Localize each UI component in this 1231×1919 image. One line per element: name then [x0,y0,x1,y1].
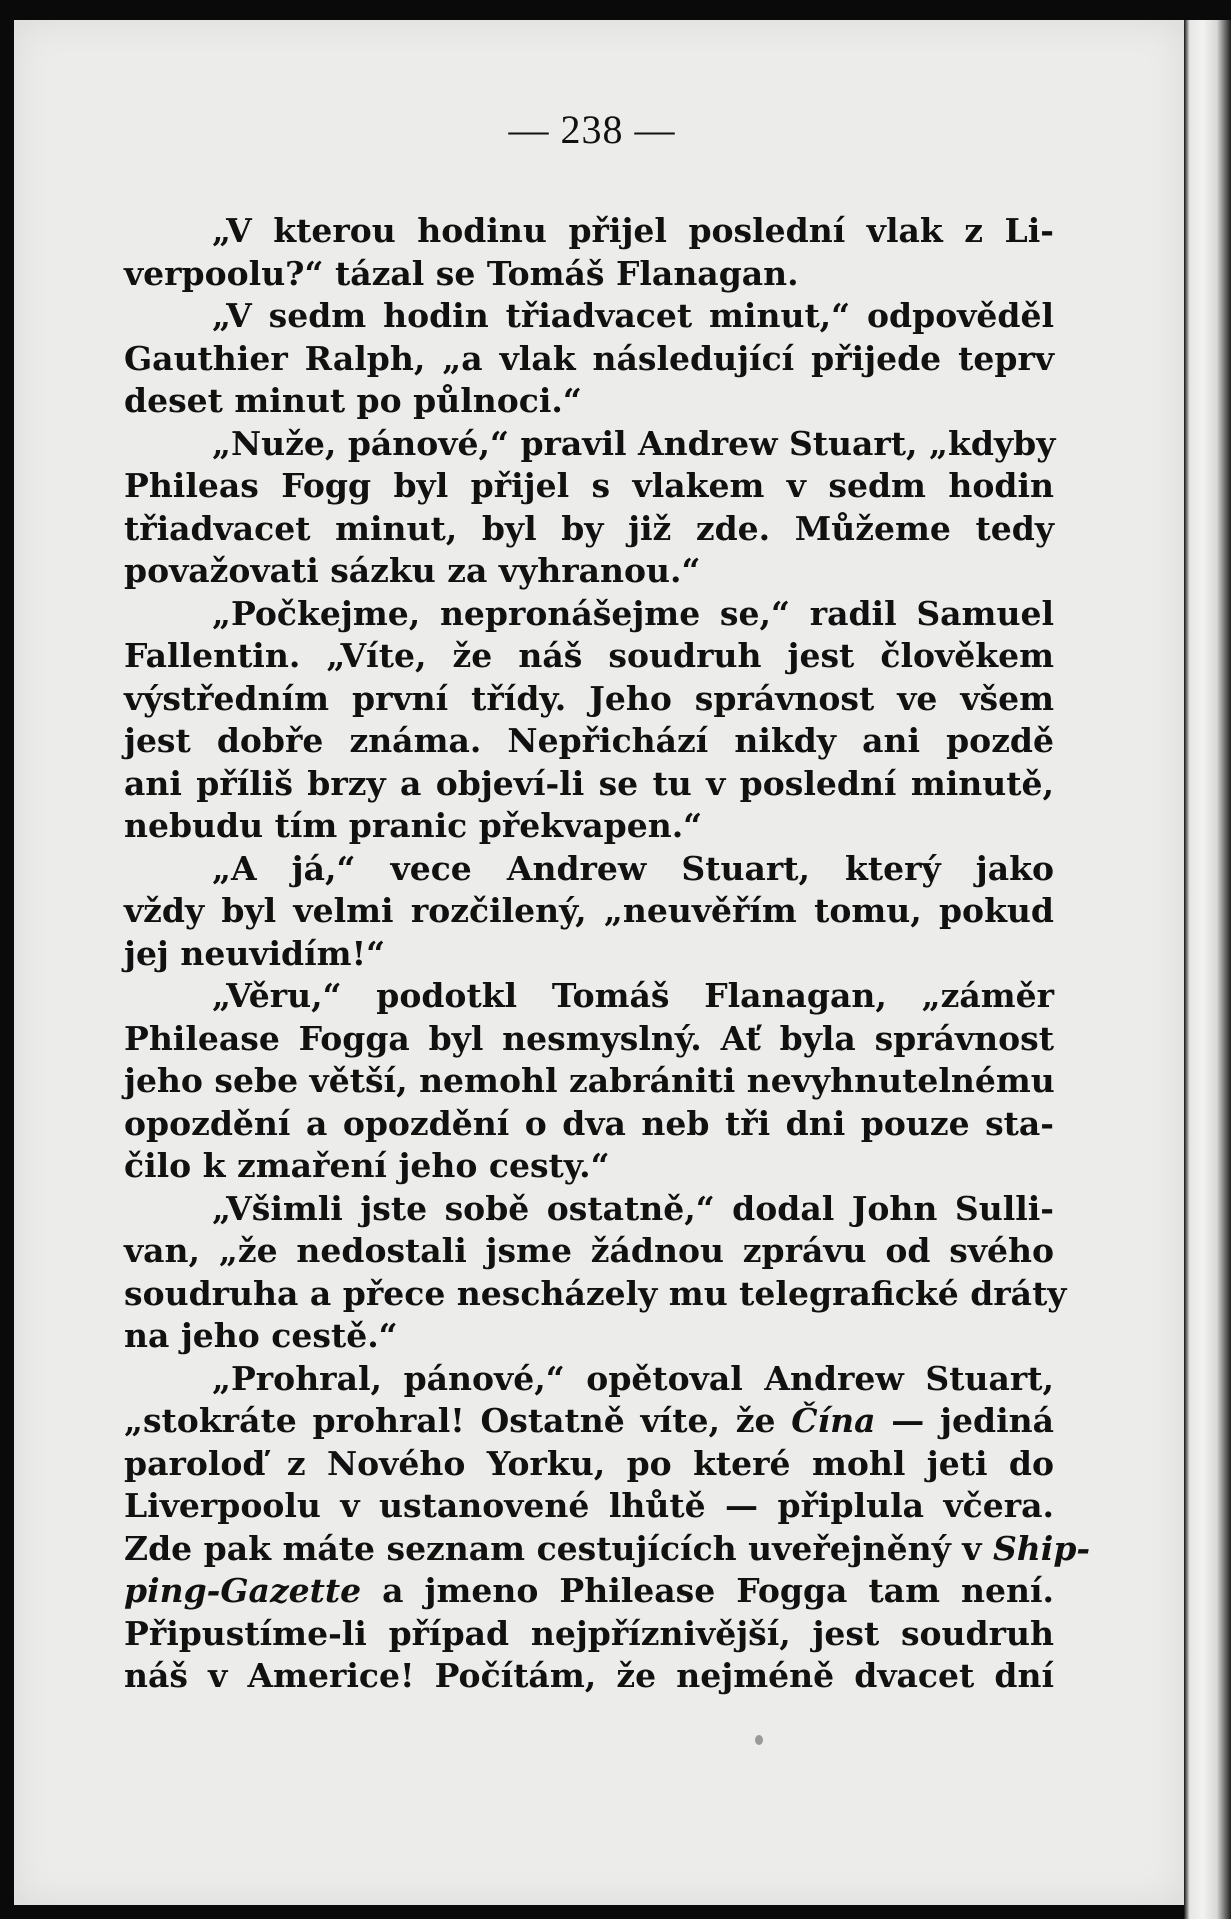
text-line: jest dobře známa. Nepřichází nikdy ani pozdě [124,721,1054,760]
text-line: „Nuže, pánové,“ pravil Andrew Stuart, „kdyby [212,423,1056,463]
text-line: Připustíme-li případ nejpříznivější, jest soudruh [124,1613,1054,1653]
text-line: „V kterou hodinu přijel poslední vlak z Li- [212,211,1054,250]
text-line: „Počkejme, nepronášejme se,“ radil Samuel [212,593,1054,633]
italic-term: Ship- [992,1528,1091,1568]
text-line: vždy byl velmi rozčilený, „neuvěřím tomu, pokud [124,891,1054,930]
italic-term: Čína [791,1401,876,1440]
page-number: — 238 — [508,107,676,152]
body-text [124,210,1091,1698]
text-line: jeho sebe větší, nemohl zabrániti nevyhnutelnému [124,1061,1055,1100]
text-line: paroloď z Nového Yorku, po které mohl jeti do [124,1443,1054,1483]
text-line: Phileas Fogg byl přijel s vlakem v sedm hodin [124,466,1054,505]
text-line: Zde pak máte seznam cestujících uveřejněný v Ship- [124,1528,1091,1568]
text-line: náš v Americe! Počítám, že nejméně dvacet dní [124,1656,1054,1695]
text-line: nebudu tím pranic překvapen.“ [124,806,703,845]
text-line: „stokráte prohral! Ostatně víte, že Čína — jediná [124,1401,1054,1440]
text-line: soudruha a přece nescházely mu telegrafické dráty [124,1273,1067,1313]
page-edge-shadow [1184,20,1231,1919]
text-line: deset minut po půlnoci.“ [124,381,582,420]
paper-speck [755,1735,763,1745]
text-line: Fallentin. „Víte, že náš soudruh jest člověkem [124,636,1054,675]
text-line: „Všimli jste sobě ostatně,“ dodal John Sulli- [212,1188,1054,1228]
text-line: na jeho cestě.“ [124,1316,398,1355]
text-line: „A já,“ vece Andrew Stuart, který jako [212,848,1054,888]
text-line: ani příliš brzy a objeví-li se tu v poslední minutě, [124,763,1054,803]
text-line: považovati sázku za vyhranou.“ [124,551,701,590]
text-line: „Věru,“ podotkl Tomáš Flanagan, „záměr [212,976,1054,1015]
text-line: „Prohral, pánové,“ opětoval Andrew Stuart, [212,1358,1054,1398]
text-line: „V sedm hodin třiadvacet minut,“ odpověděl [212,296,1054,335]
text-line: čilo k zmaření jeho cesty.“ [124,1146,610,1185]
text-line: verpoolu?“ tázal se Tomáš Flanagan. [124,253,799,293]
text-line: jej neuvidím!“ [124,933,386,973]
text-line: ping-Gazette a jmeno Philease Fogga tam není. [124,1571,1054,1610]
text-line: Gauthier Ralph, „a vlak následující přijede teprv [124,338,1054,378]
text-line: třiadvacet minut, byl by již zde. Můžeme tedy [124,508,1054,548]
text-line: opozdění a opozdění o dva neb tři dni pouze sta- [124,1103,1054,1143]
text-line: van, „že nedostali jsme žádnou zprávu od svého [124,1231,1054,1270]
text-line: výstředním první třídy. Jeho správnost ve všem [124,678,1054,718]
italic-term: ping-Gazette [124,1571,362,1610]
text-line: Philease Fogga byl nesmyslný. Ať byla správnost [124,1018,1054,1058]
text-line: Liverpoolu v ustanovené lhůtě — připlula včera. [124,1486,1054,1525]
